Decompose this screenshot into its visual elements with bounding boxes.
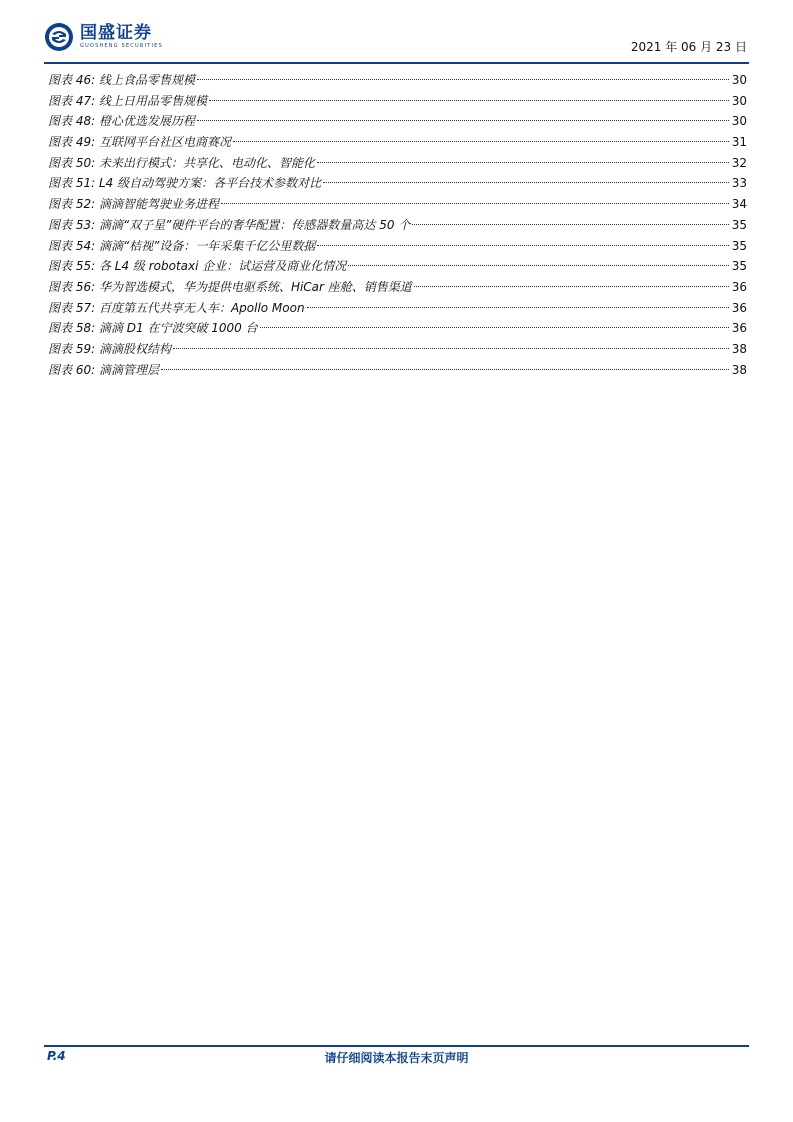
toc-entry-page: 30 — [731, 93, 747, 108]
toc-leader-dots — [221, 203, 729, 204]
toc-leader-dots — [209, 100, 729, 101]
toc-leader-dots — [414, 286, 729, 287]
toc-entry-label: 图表 47: 线上日用品零售规模 — [48, 93, 207, 108]
toc-entry-page: 34 — [731, 197, 747, 212]
toc-leader-dots — [233, 141, 729, 142]
toc-entry[interactable] — [48, 111, 747, 132]
page-header — [44, 22, 749, 56]
toc-entry[interactable] — [48, 70, 747, 91]
toc-leader-dots — [197, 120, 729, 121]
toc-leader-dots — [317, 162, 729, 163]
toc-leader-dots — [197, 79, 729, 80]
toc-entry-label: 图表 58: 滴滴 D1 在宁波突破 1000 台 — [48, 321, 258, 336]
toc-entry[interactable] — [48, 277, 747, 298]
toc-entry[interactable] — [48, 256, 747, 277]
toc-leader-dots — [161, 369, 729, 370]
toc-leader-dots — [348, 265, 729, 266]
company-logo — [44, 22, 163, 52]
guosheng-logo-icon — [44, 22, 74, 52]
report-date: 2021 年 06 月 23 日 — [630, 40, 747, 54]
page-number: P.4 — [47, 1049, 66, 1063]
toc-entry[interactable] — [48, 339, 747, 360]
toc-entry[interactable] — [48, 91, 747, 112]
toc-entry[interactable] — [48, 153, 747, 174]
footer-divider — [44, 1045, 749, 1047]
toc-leader-dots — [173, 348, 729, 349]
toc-entry[interactable] — [48, 360, 747, 381]
toc-entry-label: 图表 52: 滴滴智能驾驶业务进程 — [48, 197, 219, 212]
toc-entry[interactable] — [48, 318, 747, 339]
toc-entry-label: 图表 55: 各 L4 级 robotaxi 企业：试运营及商业化情况 — [48, 259, 347, 274]
toc-entry-page: 31 — [731, 135, 747, 150]
toc-entry-label: 图表 56: 华为智选模式，华为提供电驱系统、HiCar 座舱、销售渠道 — [48, 279, 412, 294]
toc-entry-page: 36 — [731, 300, 747, 315]
disclaimer-note: 请仔细阅读本报告末页声明 — [324, 1051, 469, 1065]
toc-entry-page: 36 — [731, 279, 747, 294]
toc-entry-label: 图表 49: 互联网平台社区电商赛况 — [48, 135, 231, 150]
toc-entry-label: 图表 50: 未来出行模式：共享化、电动化、智能化 — [48, 155, 315, 170]
toc-entry-label: 图表 59: 滴滴股权结构 — [48, 341, 171, 356]
toc-entry[interactable] — [48, 236, 747, 257]
toc-entry[interactable] — [48, 194, 747, 215]
logo-name-cn: 国盛证券 — [80, 23, 152, 43]
toc-leader-dots — [412, 224, 729, 225]
toc-entry-page: 36 — [731, 321, 747, 336]
header-divider — [44, 62, 749, 64]
toc-entry-label: 图表 54: 滴滴“桔视”设备：一年采集千亿公里数据 — [48, 238, 316, 253]
toc-entry-label: 图表 51: L4 级自动驾驶方案：各平台技术参数对比 — [48, 176, 322, 191]
toc-entry-page: 33 — [731, 176, 747, 191]
toc-entry-page: 30 — [731, 114, 747, 129]
toc-entry-page: 32 — [731, 155, 747, 170]
figure-list — [48, 70, 747, 380]
toc-entry[interactable] — [48, 298, 747, 319]
toc-entry[interactable] — [48, 173, 747, 194]
toc-entry-label: 图表 57: 百度第五代共享无人车：Apollo Moon — [48, 300, 305, 315]
toc-leader-dots — [260, 327, 729, 328]
toc-entry-page: 35 — [731, 259, 747, 274]
toc-entry-label: 图表 48: 橙心优选发展历程 — [48, 114, 195, 129]
toc-entry[interactable] — [48, 132, 747, 153]
toc-entry-label: 图表 53: 滴滴“双子星”硬件平台的奢华配置：传感器数量高达 50 个 — [48, 217, 411, 232]
toc-entry-page: 38 — [731, 362, 747, 377]
toc-entry-page: 35 — [731, 217, 747, 232]
toc-entry-label: 图表 60: 滴滴管理层 — [48, 362, 159, 377]
toc-entry[interactable] — [48, 215, 747, 236]
toc-leader-dots — [307, 307, 729, 308]
toc-leader-dots — [323, 182, 729, 183]
toc-entry-label: 图表 46: 线上食品零售规模 — [48, 73, 195, 87]
logo-name-en: GUOSHENG SECURITIES — [80, 43, 163, 49]
toc-entry-page: 38 — [731, 341, 747, 356]
toc-leader-dots — [317, 245, 729, 246]
toc-entry-page: 30 — [731, 73, 747, 87]
toc-entry-page: 35 — [731, 238, 747, 253]
